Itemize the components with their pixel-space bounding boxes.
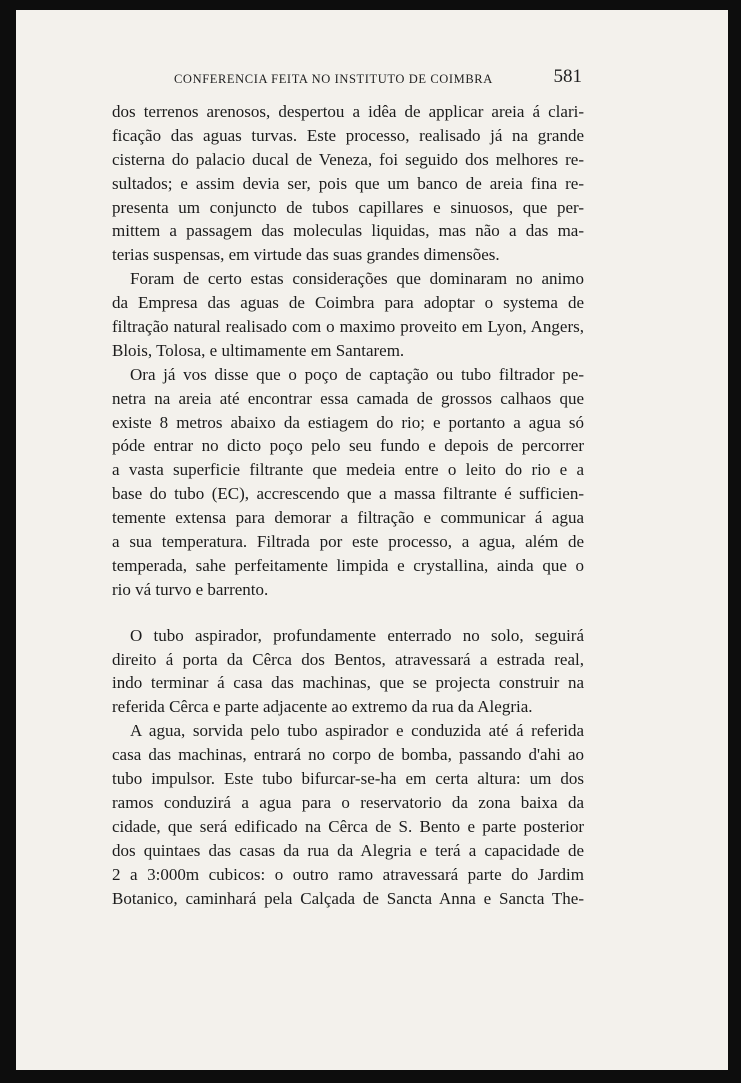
paragraph-1: [112, 100, 584, 267]
paragraph-3: [112, 363, 584, 602]
text-line: sultados; e assim devia ser, pois que um banco de areia fina re-: [112, 173, 584, 193]
text-line: O tubo aspirador, profundamente enterrado no solo, seguirá: [130, 625, 584, 645]
text-line: dos terrenos arenosos, despertou a idêa de applicar areia á clari-: [112, 102, 584, 121]
text-line: temente extensa para demorar a filtração e communicar á agua: [112, 508, 584, 528]
text-line: tubo impulsor. Este tubo bifurcar-se-ha em certa altura: um dos: [112, 769, 584, 789]
text-line: referida Cêrca e parte adjacente ao extremo da rua da Alegria.: [112, 697, 533, 717]
text-line: cisterna do palacio ducal de Veneza, foi seguido dos melhores re-: [112, 149, 584, 169]
paragraph-2: [112, 267, 584, 363]
section-gap: [112, 602, 584, 624]
text-line: Foram de certo estas considerações que dominaram no animo: [130, 269, 584, 289]
text-line: ramos conduzirá a agua para o reservatorio da zona baixa da: [112, 792, 584, 812]
text-line: rio vá turvo e barrento.: [112, 579, 269, 599]
text-line: cidade, que será edificado na Cêrca de S. Bento e parte posterior: [112, 816, 584, 836]
paragraph-5: [112, 719, 584, 910]
text-line: Botanico, caminhará pela Calçada de Sancta Anna e Sancta The-: [112, 888, 584, 908]
text-line: póde entrar no dicto poço pelo seu fundo e depois de percorrer: [112, 436, 584, 456]
text-line: temperada, sahe perfeitamente limpida e crystallina, ainda que o: [112, 555, 584, 575]
text-line: base do tubo (EC), accrescendo que a massa filtrante é sufficien-: [112, 484, 584, 504]
text-line: netra na areia até encontrar essa camada de grossos calhaos que: [112, 388, 584, 408]
text-line: casa das machinas, entrará no corpo de bomba, passando d'ahi ao: [112, 745, 584, 765]
page-number: 581: [553, 66, 582, 87]
text-line: direito á porta da Cêrca dos Bentos, atravessará a estrada real,: [112, 649, 584, 669]
page-header: [174, 64, 594, 90]
text-line: Blois, Tolosa, e ultimamente em Santarem.: [112, 340, 405, 360]
text-line: existe 8 metros abaixo da estiagem do rio; e portanto a agua só: [112, 412, 584, 432]
text-line: da Empresa das aguas de Coimbra para adoptar o systema de: [112, 293, 584, 313]
text-line: terias suspensas, em virtude das suas grandes dimensões.: [112, 245, 500, 265]
text-line: a sua temperatura. Filtrada por este processo, a agua, além de: [112, 532, 584, 552]
text-line: filtração natural realisado com o maximo proveito em Lyon, Angers,: [112, 317, 584, 337]
running-head: CONFERENCIA FEITA NO INSTITUTO DE COIMBRA: [174, 72, 493, 86]
text-line: mittem a passagem das moleculas liquidas, mas não a das ma-: [112, 221, 584, 241]
text-line: presenta um conjuncto de tubos capillares e sinuosos, que per-: [112, 197, 584, 217]
paragraph-4: [112, 624, 584, 720]
text-line: 2 a 3:000m cubicos: o outro ramo atravessará parte do Jardim: [112, 864, 584, 884]
body-text: [112, 100, 584, 910]
text-line: dos quintaes das casas da rua da Alegria e terá a capacidade de: [112, 840, 584, 860]
text-line: Ora já vos disse que o poço de captação ou tubo filtrador pe-: [130, 364, 584, 384]
text-line: ficação das aguas turvas. Este processo, realisado já na grande: [112, 125, 584, 145]
text-line: A agua, sorvida pelo tubo aspirador e conduzida até á referida: [130, 721, 584, 741]
text-line: a vasta superficie filtrante que medeia entre o leito do rio e a: [112, 460, 584, 480]
text-line: indo terminar á casa das machinas, que se projecta construir na: [112, 673, 584, 693]
